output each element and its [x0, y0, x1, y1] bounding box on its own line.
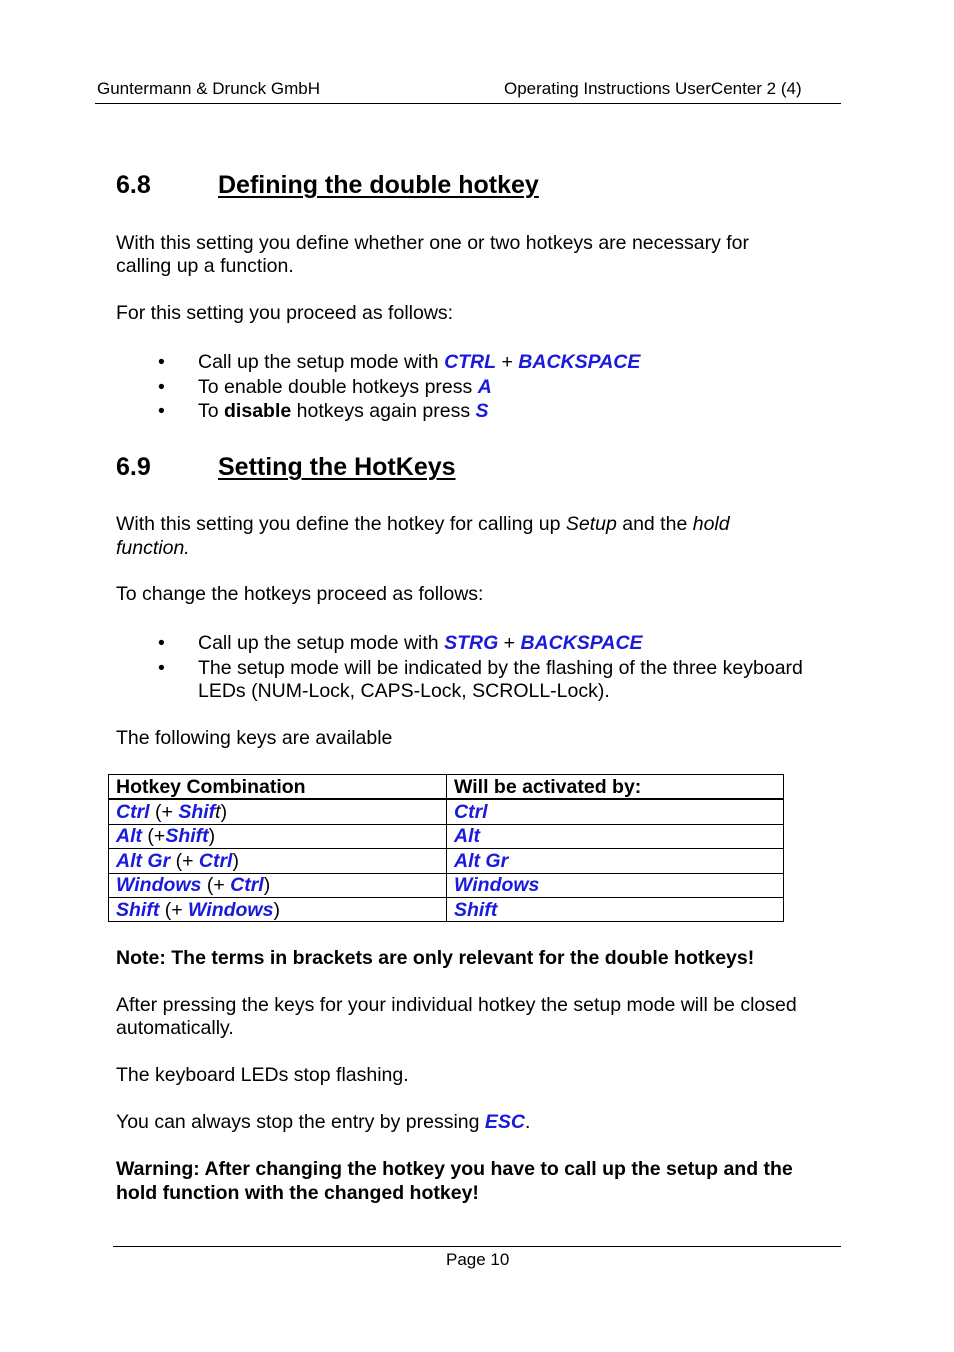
table-row [109, 824, 784, 848]
section-6-9-proceed: To change the hotkeys proceed as follows: [116, 583, 484, 605]
key-a: A [477, 376, 492, 398]
after-pressing-line2: automatically. [116, 1017, 234, 1039]
activated-by-cell: Alt Gr [447, 849, 784, 873]
header-rule [95, 103, 841, 104]
esc-text: You can always stop the entry by pressing ESC. [116, 1111, 531, 1133]
section-6-9-intro-line1: With this setting you define the hotkey for calling up Setup and the hold [116, 513, 730, 535]
table-row [109, 799, 784, 824]
list-item: Call up the setup mode with STRG + BACKSPACE [198, 632, 643, 654]
list-item-line1: The setup mode will be indicated by the flashing of the three keyboard [198, 657, 803, 679]
section-6-9-title: Setting the HotKeys [218, 453, 456, 481]
page-number: Page 10 [446, 1250, 510, 1269]
list-item: To disable hotkeys again press S [198, 400, 489, 422]
bullet-icon: • [158, 632, 165, 654]
hotkey-table [108, 774, 784, 922]
key-backspace: BACKSPACE [520, 632, 643, 654]
section-6-8-title: Defining the double hotkey [218, 171, 539, 199]
hotkey-combination-cell: Windows (+ Ctrl) [109, 873, 447, 897]
column-header-activated-by: Will be activated by: [447, 775, 784, 800]
list-item: To enable double hotkeys press A [198, 376, 492, 398]
section-6-9-intro-line2: function. [116, 537, 190, 559]
header-document-title: Operating Instructions UserCenter 2 (4) [504, 79, 802, 98]
key-ctrl: CTRL [444, 351, 497, 373]
activated-by-cell: Windows [447, 873, 784, 897]
section-6-8-number: 6.8 [116, 171, 151, 199]
bullet-icon: • [158, 351, 165, 373]
header-company: Guntermann & Drunck GmbH [97, 79, 320, 98]
keys-available-text: The following keys are available [116, 727, 393, 749]
section-6-8-intro-line1: With this setting you define whether one or two hotkeys are necessary for [116, 232, 749, 254]
section-6-8-proceed: For this setting you proceed as follows: [116, 302, 454, 324]
key-s: S [475, 400, 489, 422]
warning-line1: Warning: After changing the hotkey you have to call up the setup and the [116, 1158, 793, 1180]
activated-by-cell: Alt [447, 824, 784, 848]
warning-line2: hold function with the changed hotkey! [116, 1182, 479, 1204]
table-row [109, 873, 784, 897]
table-row [109, 849, 784, 873]
leds-stop-text: The keyboard LEDs stop flashing. [116, 1064, 409, 1086]
table-header-row [109, 775, 784, 800]
hotkey-combination-cell: Alt (+Shift) [109, 824, 447, 848]
list-item: Call up the setup mode with CTRL + BACKSPACE [198, 351, 641, 373]
hotkey-combination-cell: Shift (+ Windows) [109, 897, 447, 921]
note-text: Note: The terms in brackets are only relevant for the double hotkeys! [116, 947, 755, 969]
hotkey-combination-cell: Ctrl (+ Shift) [109, 799, 447, 824]
bullet-icon: • [158, 657, 165, 679]
after-pressing-line1: After pressing the keys for your individual hotkey the setup mode will be closed [116, 994, 797, 1016]
section-6-8-intro-line2: calling up a function. [116, 255, 294, 277]
activated-by-cell: Shift [447, 897, 784, 921]
list-item-line2: LEDs (NUM-Lock, CAPS-Lock, SCROLL-Lock). [198, 680, 610, 702]
section-6-9-number: 6.9 [116, 453, 151, 481]
table-row [109, 897, 784, 921]
activated-by-cell: Ctrl [447, 799, 784, 824]
bullet-icon: • [158, 400, 165, 422]
key-backspace: BACKSPACE [518, 351, 641, 373]
hotkey-combination-cell: Alt Gr (+ Ctrl) [109, 849, 447, 873]
key-esc: ESC [484, 1111, 526, 1133]
key-strg: STRG [444, 632, 499, 654]
column-header-hotkey-combination: Hotkey Combination [109, 775, 447, 800]
footer-rule [113, 1246, 841, 1247]
bullet-icon: • [158, 376, 165, 398]
